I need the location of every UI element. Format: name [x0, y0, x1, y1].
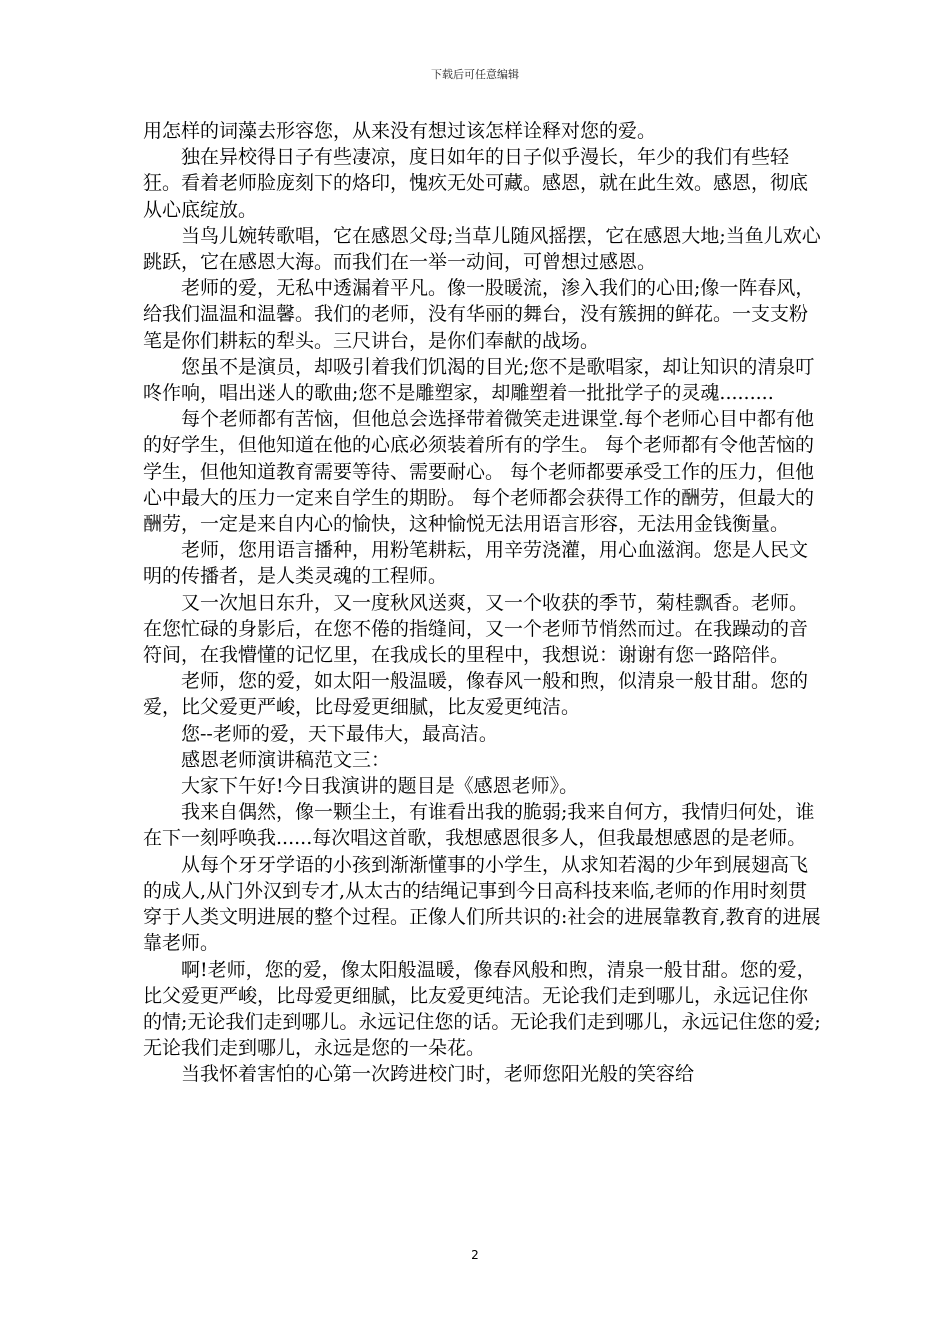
paragraph: 当鸟儿婉转歌唱，它在感恩父母;当草儿随风摇摆，它在感恩大地;当鱼儿欢心跳跃，它在感恩大海。而我们在一举一动间，可曾想过感恩。 — [143, 224, 821, 274]
section-heading: 感恩老师演讲稿范文三： — [181, 748, 391, 771]
paragraph: 您--老师的爱，天下最伟大，最高洁。 — [181, 722, 498, 745]
paragraph: 用怎样的词藻去形容您，从来没有想过该怎样诠释对您的爱。 — [143, 120, 657, 142]
document-body — [143, 118, 823, 1088]
paragraph: 每个老师都有苦恼，但他总会选择带着微笑走进课堂.每个老师心目中都有他的好学生，但他知道在他的心底必须装着所有的学生。 每个老师都有令他苦恼的学生，但他知道教育需要等待、需要耐心。 每个老师都要承受工作的压力，但他心中最大的压力一定来自学生的期盼。 每个老师都会获得工作的酬劳，但最大的酬劳，一定是来自内心的愉快，这种愉悦无法用语言形容，无法用金钱衡量。 — [143, 408, 815, 536]
page-number: 2 — [471, 1248, 479, 1262]
paragraph: 当我怀着害怕的心第一次跨进校门时，老师您阳光般的笑容给 — [181, 1063, 695, 1086]
page-header: 下载后可任意编辑 — [431, 68, 519, 81]
paragraph: 您虽不是演员，却吸引着我们饥渴的目光;您不是歌唱家，却让知识的清泉叮咚作响，唱出迷人的歌曲;您不是雕塑家，却雕塑着一批批学子的灵魂......... — [143, 355, 815, 405]
paragraph: 老师，您用语言播种，用粉笔耕耘，用辛劳浇灌，用心血滋润。您是人民文明的传播者，是人类灵魂的工程师。 — [143, 539, 809, 588]
paragraph: 我来自偶然，像一颗尘土，有谁看出我的脆弱;我来自何方，我情归何处，谁在下一刻呼唤我......每次唱这首歌，我想感恩很多人，但我最想感恩的是老师。 — [143, 801, 815, 850]
paragraph: 从每个牙牙学语的小孩到渐渐懂事的小学生，从求知若渴的少年到展翅高飞的成人,从门外汉到专才,从太古的结绳记事到今日高科技来临,老师的作用时刻贯穿于人类文明进展的整个过程。正像人们所共识的:社会的进展靠教育,教育的进展靠老师。 — [143, 853, 821, 955]
paragraph: 又一次旭日东升，又一度秋风送爽，又一个收获的季节，菊桂飘香。老师。在您忙碌的身影后，在您不倦的指缝间，又一个老师节悄然而过。在我躁动的音符间，在我懵懂的记忆里，在我成长的里程中，我想说：谢谢有您一路陪伴。 — [143, 591, 809, 667]
paragraph: 老师的爱，无私中透漏着平凡。像一股暖流，渗入我们的心田;像一阵春风，给我们温温和温馨。我们的老师，没有华丽的舞台，没有簇拥的鲜花。一支支粉笔是你们耕耘的犁头。三尺讲台，是你们奉献的战场。 — [143, 277, 815, 352]
paragraph: 老师，您的爱，如太阳一般温暖，像春风一般和煦，似清泉一般甘甜。您的爱，比父爱更严峻，比母爱更细腻，比友爱更纯洁。 — [143, 670, 809, 719]
paragraph: 啊!老师，您的爱，像太阳般温暖，像春风般和煦，清泉一般甘甜。您的爱，比父爱更严峻，比母爱更细腻，比友爱更纯洁。无论我们走到哪儿，永远记住你的情;无论我们走到哪儿。永远记住您的话。无论我们走到哪儿，永远记住您的爱;无论我们走到哪儿，永远是您的一朵花。 — [143, 958, 821, 1060]
paragraph: 大家下午好!今日我演讲的题目是《感恩老师》。 — [181, 775, 579, 798]
paragraph: 独在异校得日子有些凄凉，度日如年的日子似乎漫长，年少的我们有些轻狂。看着老师脸庞刻下的烙印，愧疚无处可藏。感恩，就在此生效。感恩，彻底从心底绽放。 — [143, 146, 809, 221]
